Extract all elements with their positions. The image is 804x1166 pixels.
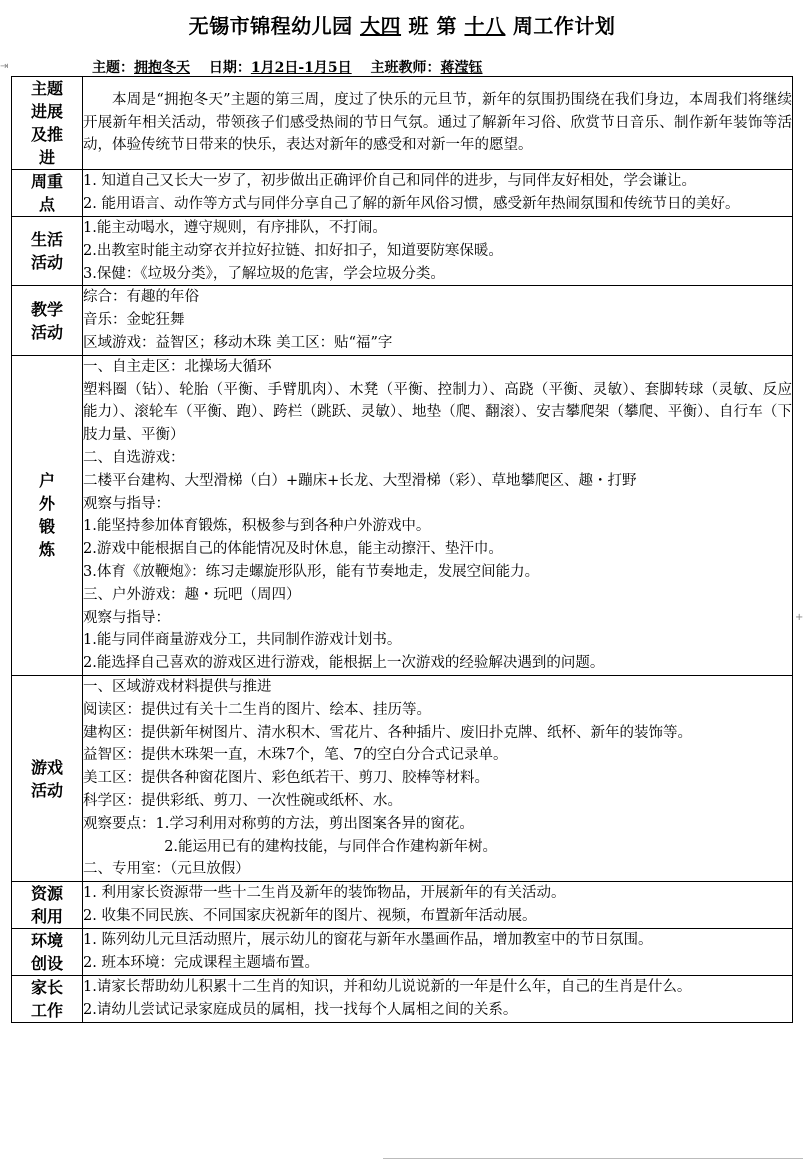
row-label-line: 创设 [30, 954, 63, 974]
row-content [83, 77, 793, 170]
row-label-line: 锻 [38, 517, 55, 537]
content-line: 3.体育《放鞭炮》：练习走螺旋形队形，能有节奏地走，发展空间能力。 [83, 563, 540, 580]
theme-value: 拥抱冬天 [134, 60, 190, 76]
content-line: 1. 知道自己又长大一岁了，初步做出正确评价自己和同伴的进步，与同伴友好相处，学会谦让。 [83, 173, 696, 190]
content-line: 2.游戏中能根据自己的体能情况及时休息，能主动擦汗、垫汗巾。 [83, 541, 503, 558]
content-line: 观察与指导： [83, 609, 170, 626]
theme-label: 主题： [92, 60, 134, 76]
right-margin-marker: + [795, 612, 804, 623]
row-label-line: 户 [38, 471, 55, 491]
content-line: 三、户外游戏：趣・玩吧（周四） [83, 586, 301, 603]
content-line: 综合：有趣的年俗 [83, 289, 199, 306]
row-label-line: 教学 [30, 299, 63, 319]
content-line: 本周是“拥抱冬天”主题的第三周，度过了快乐的元旦节，新年的氛围扔围绕在我们身边，本周我们将继续开展新年相关活动，带领孩子们感受热闹的节日气氛。通过了解新年习俗、欣赏节日音乐、制作新年装饰等活动，体验传统节日带来的快乐，表达对新年的感受和对新一年的愿望。 [83, 91, 792, 154]
plan-row-theme-progress [12, 77, 793, 170]
row-label-line: 活动 [30, 322, 63, 342]
content-line: 二楼平台建构、大型滑梯（白）+蹦床+长龙、大型滑梯（彩）、草地攀爬区、趣・打野 [83, 472, 637, 489]
title-ban-di: 班 第 [408, 14, 457, 38]
row-content [83, 170, 793, 217]
teacher-label: 主班教师： [370, 60, 441, 76]
content-line: 1.能与同伴商量游戏分工，共同制作游戏计划书。 [83, 632, 402, 649]
title-plan: 周工作计划 [512, 14, 616, 38]
row-label [12, 675, 83, 881]
plan-row-environment [12, 929, 793, 976]
row-label-line: 活动 [30, 253, 63, 273]
row-content [83, 976, 793, 1023]
plan-row-resources [12, 882, 793, 929]
weekly-plan-table [11, 76, 793, 1023]
content-line: 1. 陈列幼儿元旦活动照片，展示幼儿的窗花与新年水墨画作品，增加教室中的节日氛围。 [83, 932, 653, 949]
row-content [83, 929, 793, 976]
content-line: 2.出教室时能主动穿衣并拉好拉链、扣好扣子，知道要防寒保暖。 [83, 242, 503, 259]
row-label [12, 170, 83, 217]
row-label-line: 环境 [30, 931, 63, 951]
content-line: 一、区域游戏材料提供与推进 [83, 678, 272, 695]
row-label-line: 主题 [30, 79, 63, 98]
row-label-line: 炼 [38, 540, 55, 560]
row-label [12, 882, 83, 929]
content-line: 1.请家长帮助幼儿积累十二生肖的知识，并和幼儿说说新的一年是什么年，自己的生肖是什么。 [83, 979, 692, 996]
title-school: 无锡市锦程幼儿园 [188, 14, 353, 38]
teacher-value: 蒋滢钰 [440, 60, 483, 76]
row-label-line: 活动 [30, 780, 63, 800]
row-label-line: 进展 [30, 102, 63, 121]
content-line: 二、自选游戏： [83, 449, 185, 466]
plan-row-daily-life [12, 217, 793, 286]
row-label-line: 周重 [30, 172, 63, 191]
content-line: 塑料圈（钻）、轮胎（平衡、手臂肌肉）、木凳（平衡、控制力）、高跷（平衡、灵敏）、套脚转球（灵敏、反应能力）、滚轮车（平衡、跑）、跨栏（跳跃、灵敏）、地垫（爬、翻滚）、安吉攀爬架（攀爬、平衡）、自行车（下肢力量、平衡） [83, 381, 792, 444]
plan-row-parent-work [12, 976, 793, 1023]
content-line: 美工区：提供各种窗花图片、彩色纸若干、剪刀、胶棒等材料。 [83, 770, 489, 787]
content-line: 建构区：提供新年树图片、清水积木、雪花片、各种插片、废旧扑克牌、纸杯、新年的装饰等。 [83, 724, 692, 741]
row-label-line: 点 [38, 195, 55, 214]
row-label [12, 286, 83, 355]
content-line: 2. 能用语言、动作等方式与同伴分享自己了解的新年风俗习惯，感受新年热闹氛围和传统节日的美好。 [83, 196, 740, 212]
header-info-line [92, 57, 483, 77]
content-line: 音乐：金蛇狂舞 [83, 312, 185, 329]
row-label [12, 976, 83, 1023]
row-label-line: 家长 [30, 978, 63, 998]
content-line: 1.能主动喝水，遵守规则，有序排队，不打闹。 [83, 220, 387, 236]
row-label-line: 及推 [30, 125, 63, 144]
plan-row-weekly-focus [12, 170, 793, 217]
row-content [83, 882, 793, 929]
content-line: 2. 收集不同民族、不同国家庆祝新年的图片、视频，布置新年活动展。 [83, 908, 537, 925]
content-line: 二、专用室：（元旦放假） [83, 861, 250, 878]
content-line: 2.能运用已有的建构技能，与同伴合作建构新年树。 [164, 838, 498, 855]
content-line: 2.能选择自己喜欢的游戏区进行游戏，能根据上一次游戏的经验解决遇到的问题。 [83, 655, 605, 672]
title-week: 十八 [464, 14, 506, 38]
content-line: 科学区：提供彩纸、剪刀、一次性碗或纸杯、水。 [83, 792, 402, 809]
date-value: 1月2日-1月5日 [250, 60, 352, 76]
content-line: 观察要点：1.学习利用对称剪的方法，剪出图案各异的窗花。 [83, 815, 474, 832]
row-content [83, 286, 793, 355]
title-class: 大四 [360, 14, 402, 38]
row-label-line: 工作 [30, 1001, 63, 1021]
row-content [83, 217, 793, 286]
row-label-line: 游戏 [30, 757, 63, 777]
row-label [12, 77, 83, 170]
plan-row-game-activity [12, 675, 793, 881]
row-label [12, 217, 83, 286]
row-label-line: 外 [38, 494, 55, 514]
plan-row-teaching [12, 286, 793, 355]
content-line: 一、自主走区：北操场大循环 [83, 358, 272, 375]
row-label [12, 929, 83, 976]
content-line: 2. 班本环境：完成课程主题墙布置。 [83, 955, 319, 972]
date-label: 日期： [208, 60, 251, 76]
content-line: 3.保健：《垃圾分类》，了解垃圾的危害，学会垃圾分类。 [83, 265, 445, 282]
content-line: 益智区：提供木珠架一直，木珠7个，笔、7的空白分合式记录单。 [83, 747, 508, 764]
page-title [0, 10, 804, 39]
left-margin-marker: ⇥ [0, 61, 9, 72]
content-line: 2.请幼儿尝试记录家庭成员的属相，找一找每个人属相之间的关系。 [83, 1002, 518, 1019]
content-line: 阅读区：提供过有关十二生肖的图片、绘本、挂历等。 [83, 701, 431, 718]
row-content [83, 355, 793, 675]
content-line: 区域游戏：益智区；移动木珠 美工区：贴“福”字 [83, 334, 393, 351]
row-label-line: 利用 [30, 907, 63, 927]
row-label [12, 355, 83, 675]
row-label-line: 生活 [30, 230, 63, 250]
content-line: 1.能坚持参加体育锻炼，积极参与到各种户外游戏中。 [83, 518, 431, 535]
plan-row-outdoor-exercise [12, 355, 793, 675]
row-content [83, 675, 793, 881]
row-label-line: 进 [38, 148, 55, 167]
content-line: 1. 利用家长资源带一些十二生肖及新年的装饰物品，开展新年的有关活动。 [83, 885, 566, 902]
row-label-line: 资源 [30, 884, 63, 904]
content-line: 观察与指导： [83, 495, 170, 512]
